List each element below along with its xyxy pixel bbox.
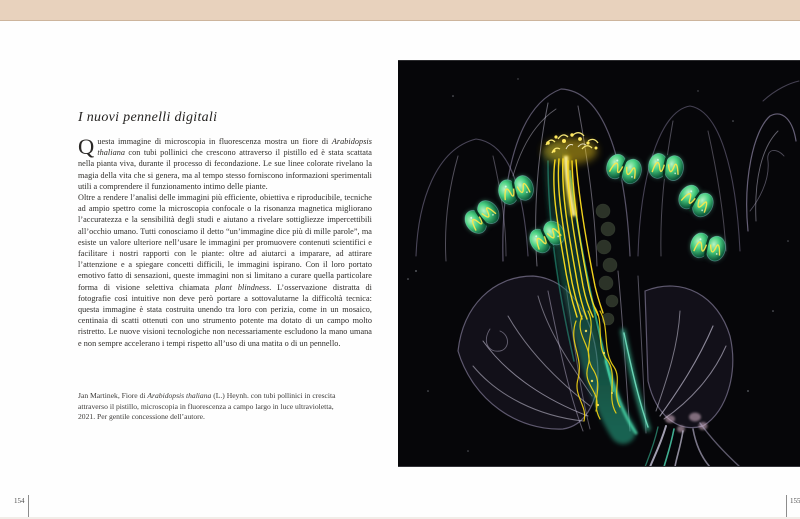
flower-figure: [398, 60, 800, 467]
page-number-rule-right: [786, 495, 787, 519]
paragraph-2-text: Oltre a rendere l’analisi delle immagini più efficiente, obiettiva e riproducibile, tecniche ad ampio spettro come la microscopia confocale o la risonanza magnetica migliorano l’accuratezza e la sensibilità degli studi e aiutano a rivelare sottigliezze impercettibili all’occhio umano. Tutti conosciamo il detto “un’immagine dice più di mille parole”, ma esiste un valore ulteriore nell’usare le immagini per promuovere contenuti scientifici e facilitare i nostri rapporti con le piante: oltre ad aiutarci a imparare, ad attirare l’attenzione e a spiegare concetti difficili, le immagini ispirano. Con il loro portato emotivo fatto di sensazioni, queste immagini non si limitano a curare quella particolare forma di visione selettiva chiamata plant blindness. L’osservazione distratta di fotografie così intuitive non deve però portare a sottovalutarne la difficoltà tecnica: questa immagine è stata costruita unendo tra loro con perizia, come in un mosaico, centinaia di scatti ottenuti con uno strumento potente ma dotato di un campo molto ristretto. Le nuove visioni tecnologiche non necessariamente escludono la mano umana e non sempre accelerano i tempi rispetto all’uso di una matita o di un pennello.: [78, 193, 372, 348]
page-number-rule-left: [28, 495, 29, 519]
body-text-column: [78, 136, 372, 349]
paragraph-2: [78, 192, 372, 349]
flower-photo-svg: [398, 61, 800, 466]
drop-cap: Q: [78, 134, 95, 159]
page-title: I nuovi pennelli digitali: [78, 110, 218, 126]
desk-background-band: [0, 0, 800, 21]
paragraph-1: [78, 136, 372, 192]
figure-caption: Jan Martinek, Fiore di Arabidopsis thaliana (L.) Heynh. con tubi pollinici in crescita attraverso il pistillo, microscopia in fluorescenza a campo largo in luce ultravioletta, 2021. Per gentile concessione dell’autore.: [78, 391, 336, 422]
page-number-right: 155: [790, 497, 800, 505]
page-number-left: 154: [14, 497, 25, 505]
paragraph-1-text: uesta immagine di microscopia in fluorescenza mostra un fiore di Arabidopsis thaliana con tubi pollinici che crescono attraverso il pistillo ed è stata scattata nella pianta viva, durante il processo di fecondazione. Le sue linee colorate rivelano la magia della vita che si genera, ma al tempo stesso forniscono informazioni sperimentali utili a comprendere il funzionamento intimo delle piante.: [78, 137, 372, 191]
